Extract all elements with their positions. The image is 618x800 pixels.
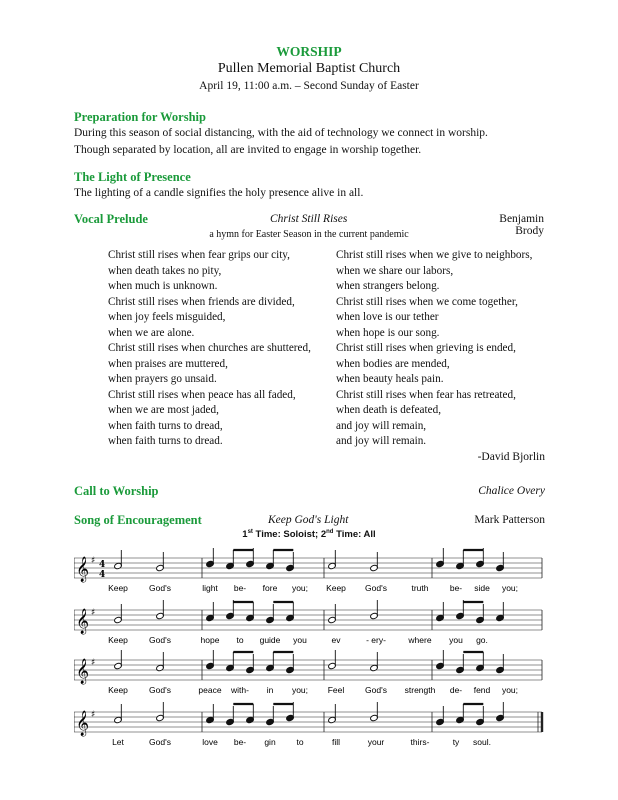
- lyric-word: Feel: [327, 685, 345, 695]
- light-text: The lighting of a candle signifies the holy presence alive in all.: [74, 187, 364, 199]
- lyric-word: light: [202, 583, 218, 593]
- lyric-word: strength: [404, 685, 436, 695]
- lyric-word: be-: [233, 583, 247, 593]
- hymn-line: when we share our labors,: [336, 264, 454, 277]
- hymn-line: when love is our tether: [336, 311, 439, 323]
- lyric-word: hope: [200, 635, 220, 645]
- lyric-word: God's: [149, 635, 171, 645]
- lyric-word: Keep: [108, 583, 128, 593]
- time-signature: 4: [99, 570, 106, 580]
- hymn-line: when death takes no pity,: [108, 264, 222, 277]
- sharp-icon: ♯: [91, 608, 96, 618]
- hymn-line: Christ still rises when churches are shuttered,: [108, 342, 311, 354]
- call-heading: Call to Worship: [74, 484, 159, 498]
- treble-clef-icon: 𝄞: [76, 659, 90, 684]
- hymn-line: when bodies are mended,: [336, 357, 450, 370]
- sharp-icon: ♯: [91, 710, 96, 720]
- lyric-word: you;: [291, 583, 309, 593]
- hymn-line: Christ still rises when grieving is ended,: [336, 342, 516, 354]
- lyric-word: - ery-: [366, 635, 386, 645]
- lyric-word: God's: [149, 737, 171, 747]
- hymn-line: when much is unknown.: [108, 280, 218, 292]
- lyric-word: truth: [411, 583, 429, 593]
- lyric-word: Keep: [326, 583, 346, 593]
- lyric-word: go.: [476, 635, 488, 645]
- lyric-word: ev: [331, 635, 341, 645]
- lyric-word: where: [408, 635, 432, 645]
- song-heading: Song of Encouragement: [74, 513, 202, 527]
- hymn-line: when faith turns to dread.: [108, 435, 223, 447]
- hymn-line: when praises are muttered,: [108, 357, 228, 370]
- lyric-word: thirs-: [410, 737, 430, 747]
- hymn-line: Christ still rises when we come together,: [336, 295, 518, 308]
- lyric-word: soul.: [473, 737, 491, 747]
- hymn-line: Christ still rises when friends are divided,: [108, 295, 295, 308]
- hymn-line: when prayers go unsaid.: [108, 373, 217, 385]
- call-leader: Chalice Overy: [478, 485, 545, 497]
- lyric-word: be-: [233, 737, 247, 747]
- lyric-word: peace: [198, 685, 222, 695]
- lyric-word: you: [449, 635, 463, 645]
- lyric-word: to: [296, 737, 304, 747]
- lyric-word: Keep: [108, 635, 128, 645]
- hymn-line: when death is defeated,: [336, 404, 441, 416]
- hymn-line: and joy will remain,: [336, 419, 427, 432]
- hymn-line: Christ still rises when peace has all faded,: [108, 388, 296, 401]
- lyric-word: guide: [259, 635, 281, 645]
- prelude-title: Christ Still Rises: [270, 213, 348, 225]
- lyric-word: Let: [112, 737, 124, 747]
- treble-clef-icon: 𝄞: [76, 557, 90, 582]
- lyric-word: God's: [149, 685, 171, 695]
- lyric-word: you;: [291, 685, 309, 695]
- hymn-line: when we are most jaded,: [108, 404, 219, 416]
- lyric-word: gin: [264, 737, 276, 747]
- hymn-author: -David Bjorlin: [477, 451, 545, 463]
- hymn-column-right: [336, 248, 532, 450]
- song-instruction: 1st Time: Soloist; 2nd Time: All: [242, 529, 376, 541]
- preparation-line-1: During this season of social distancing, with the aid of technology we connect in worship.: [74, 127, 488, 139]
- song-composer: Mark Patterson: [474, 514, 545, 526]
- service-date: April 19, 11:00 a.m. – Second Sunday of Easter: [199, 80, 419, 92]
- lyric-word: in: [266, 685, 274, 695]
- hymn-line: when beauty heals pain.: [336, 373, 444, 385]
- lyric-word: love: [202, 737, 218, 747]
- sharp-icon: ♯: [91, 556, 96, 566]
- hymn-line: Christ still rises when fear grips our city,: [108, 249, 290, 261]
- lyric-word: with-: [231, 685, 249, 695]
- hymn-line: and joy will remain.: [336, 435, 427, 447]
- lyric-word: be-: [449, 583, 463, 593]
- prelude-subtitle: a hymn for Easter Season in the current pandemic: [209, 229, 409, 240]
- lyric-word: God's: [365, 583, 387, 593]
- church-name: Pullen Memorial Baptist Church: [217, 61, 401, 76]
- lyric-word: God's: [365, 685, 387, 695]
- sheet-music: [74, 548, 550, 760]
- hymn-line: Christ still rises when fear has retreated,: [336, 388, 516, 401]
- lyric-word: God's: [149, 583, 171, 593]
- hymn-line: when faith turns to dread,: [108, 419, 223, 432]
- preparation-line-2: Though separated by location, all are invited to engage in worship together.: [74, 144, 422, 156]
- song-title: Keep God's Light: [268, 514, 349, 526]
- treble-clef-icon: 𝄞: [76, 609, 90, 634]
- page-title: WORSHIP: [276, 44, 342, 59]
- hymn-line: when joy feels misguided,: [108, 311, 226, 323]
- lyric-word: fore: [262, 583, 278, 593]
- lyric-word: side: [474, 583, 490, 593]
- preparation-heading: Preparation for Worship: [74, 110, 206, 124]
- lyric-word: your: [367, 737, 385, 747]
- lyric-word: fill: [331, 737, 341, 747]
- prelude-composer: Benjamin Brody: [499, 213, 544, 237]
- lyric-word: fend: [473, 685, 491, 695]
- hymn-line: when strangers belong.: [336, 280, 440, 292]
- hymn-line: when hope is our song.: [336, 326, 440, 339]
- lyric-word: to: [236, 635, 244, 645]
- prelude-heading: Vocal Prelude: [74, 212, 148, 226]
- treble-clef-icon: 𝄞: [76, 711, 90, 736]
- time-signature: 4: [99, 560, 106, 570]
- lyric-word: you: [293, 635, 307, 645]
- sharp-icon: ♯: [91, 658, 96, 668]
- hymn-line: Christ still rises when we give to neighbors,: [336, 249, 533, 261]
- hymn-line: when we are alone.: [108, 326, 195, 339]
- lyric-word: Keep: [108, 685, 128, 695]
- hymn-column-left: [108, 248, 311, 450]
- light-heading: The Light of Presence: [74, 170, 191, 184]
- lyric-word: ty: [452, 737, 460, 747]
- lyric-word: you;: [501, 685, 519, 695]
- lyric-word: de-: [449, 685, 463, 695]
- lyric-word: you;: [501, 583, 519, 593]
